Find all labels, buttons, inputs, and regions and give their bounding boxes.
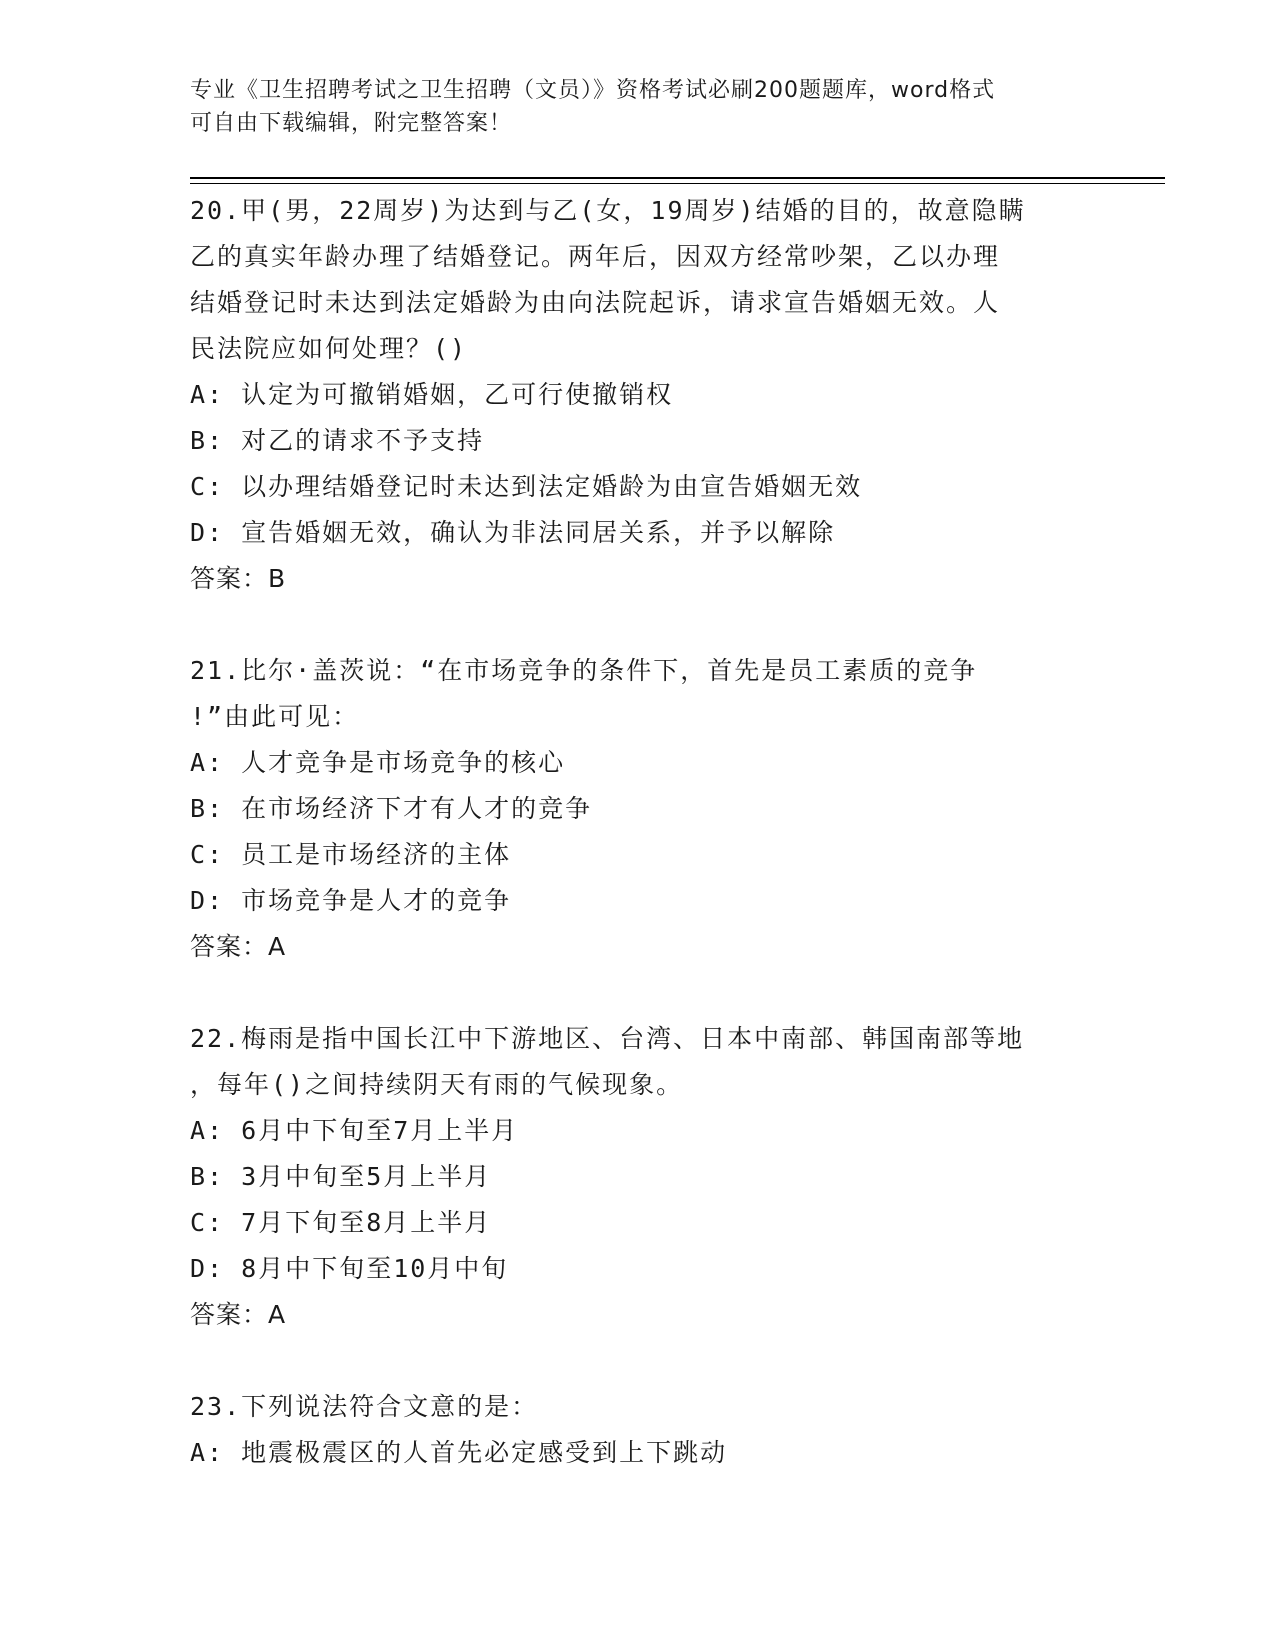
- question-spacer: [190, 970, 1090, 1016]
- question-stem-line: 23.下列说法符合文意的是：: [190, 1392, 539, 1421]
- question-22: [190, 1016, 1090, 1338]
- answer-line: 答案：B: [190, 564, 287, 593]
- question-stem-line: 20.甲(男，22周岁)为达到与乙(女，19周岁)结婚的目的，故意隐瞒: [190, 196, 1026, 225]
- question-stem-line: 结婚登记时未达到法定婚龄为由向法院起诉，请求宣告婚姻无效。人: [190, 288, 1001, 317]
- option-b: B: 对乙的请求不予支持: [190, 426, 485, 455]
- option-b: B: 在市场经济下才有人才的竞争: [190, 794, 593, 823]
- option-c: C: 以办理结婚登记时未达到法定婚龄为由宣告婚姻无效: [190, 472, 863, 501]
- option-a: A: 地震极震区的人首先必定感受到上下跳动: [190, 1438, 728, 1467]
- answer-line: 答案：A: [190, 932, 287, 961]
- option-c: C: 员工是市场经济的主体: [190, 840, 512, 869]
- option-d: D: 市场竞争是人才的竞争: [190, 886, 512, 915]
- option-c: C: 7月下旬至8月上半月: [190, 1208, 492, 1237]
- document-header: [190, 74, 1090, 140]
- question-stem-line: 乙的真实年龄办理了结婚登记。两年后，因双方经常吵架，乙以办理: [190, 242, 1001, 271]
- question-list: [190, 188, 1090, 1476]
- option-a: A: 认定为可撤销婚姻，乙可行使撤销权: [190, 380, 674, 409]
- header-divider-thin: [190, 183, 1165, 184]
- header-divider-thick: [190, 177, 1165, 179]
- question-stem-line: 22.梅雨是指中国长江中下游地区、台湾、日本中南部、韩国南部等地: [190, 1024, 1025, 1053]
- option-b: B: 3月中旬至5月上半月: [190, 1162, 492, 1191]
- header-title-line-1: 专业《卫生招聘考试之卫生招聘（文员）》资格考试必刷200题题库，word格式: [190, 78, 996, 103]
- option-a: A: 人才竞争是市场竞争的核心: [190, 748, 566, 777]
- question-20: [190, 188, 1090, 602]
- option-a: A: 6月中下旬至7月上半月: [190, 1116, 519, 1145]
- question-stem-line: 21.比尔·盖茨说：“在市场竞争的条件下，首先是员工素质的竞争: [190, 656, 978, 685]
- question-23: [190, 1384, 1090, 1476]
- option-d: D: 8月中下旬至10月中旬: [190, 1254, 509, 1283]
- question-spacer: [190, 602, 1090, 648]
- question-stem-line: ，每年()之间持续阴天有雨的气候现象。: [190, 1070, 684, 1099]
- option-d: D: 宣告婚姻无效，确认为非法同居关系，并予以解除: [190, 518, 836, 547]
- question-stem-line: !”由此可见：: [190, 702, 360, 731]
- answer-line: 答案：A: [190, 1300, 287, 1329]
- question-21: [190, 648, 1090, 970]
- header-title-line-2: 可自由下载编辑，附完整答案！: [190, 111, 513, 136]
- question-spacer: [190, 1338, 1090, 1384]
- question-stem-line: 民法院应如何处理？(): [190, 334, 468, 363]
